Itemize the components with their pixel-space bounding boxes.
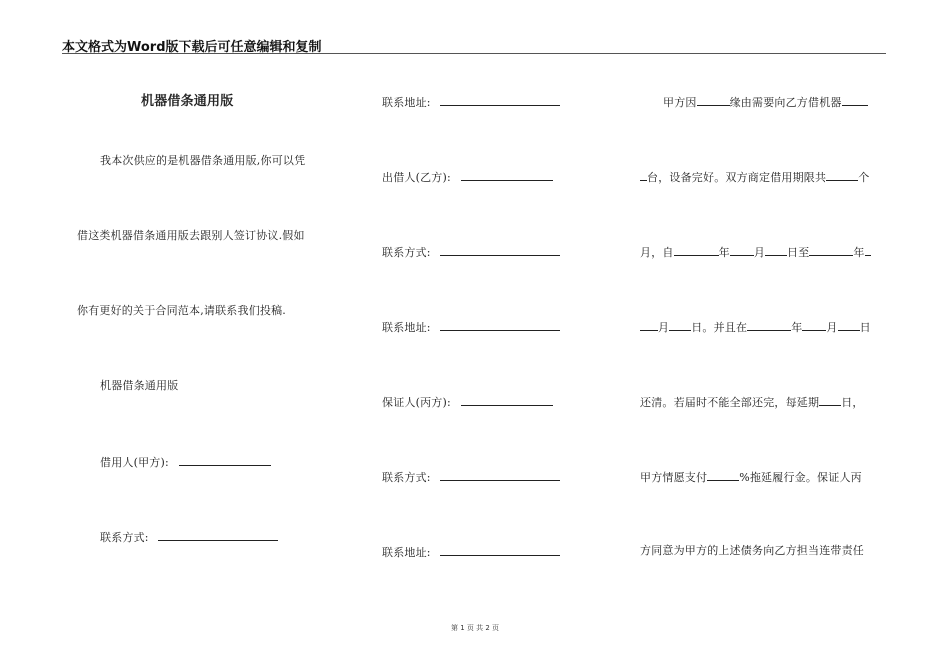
clause-line-5 xyxy=(640,394,864,410)
intro-line-3: 你有更好的关于合同范本,请联系我们投稿. xyxy=(77,304,286,317)
address-blank-1 xyxy=(440,94,560,106)
clause-text: 个 xyxy=(858,171,870,184)
clause-text: 甲方情愿支付 xyxy=(640,471,708,484)
guarantor-blank xyxy=(461,394,553,406)
guarantor-label: 保证人(丙方): xyxy=(382,396,451,409)
blank-delay-days xyxy=(819,394,841,406)
clause-text: 甲方因 xyxy=(663,96,697,109)
borrower-label: 借用人(甲方): xyxy=(100,456,169,469)
contact-label-3: 联系方式: xyxy=(382,471,431,484)
lender-field xyxy=(382,169,553,185)
blank-machine xyxy=(842,94,868,106)
clause-text: 月 xyxy=(753,246,766,259)
contact-field-2 xyxy=(382,244,560,260)
blank-start-day xyxy=(765,244,787,256)
blank-start-year xyxy=(674,244,719,256)
guarantor-field xyxy=(382,394,553,410)
address-field-1 xyxy=(382,94,560,110)
blank-end-year xyxy=(809,244,853,256)
address-blank-3 xyxy=(440,544,560,556)
borrower-contact-field xyxy=(100,529,278,545)
lender-label: 出借人(乙方): xyxy=(382,171,451,184)
contact-label-2: 联系方式: xyxy=(382,246,431,259)
clause-text: %拖延履行金。保证人丙 xyxy=(739,471,862,484)
address-blank-2 xyxy=(440,319,560,331)
clause-line-4 xyxy=(640,319,871,335)
address-label-1: 联系地址: xyxy=(382,96,431,109)
clause-text: 年 xyxy=(791,321,803,334)
clause-text: 还清。若届时不能全部还完，每延期 xyxy=(640,396,820,409)
clause-text: 日至 xyxy=(787,246,810,259)
clause-text: 月 xyxy=(658,321,670,334)
clause-text: 月 xyxy=(826,321,838,334)
clause-text: 日 xyxy=(859,321,871,334)
blank-end-month xyxy=(640,319,658,331)
blank-repay-year xyxy=(747,319,791,331)
intro-line-2: 借这类机器借条通用版去跟别人签订协议.假如 xyxy=(77,229,305,242)
address-label-3: 联系地址: xyxy=(382,546,431,559)
intro-line-1: 我本次供应的是机器借条通用版,你可以凭 xyxy=(100,154,306,167)
blank-repay-day xyxy=(838,319,860,331)
document-title: 机器借条通用版 xyxy=(141,94,234,109)
blank-repay-month xyxy=(802,319,826,331)
document-header-title: 本文格式为Word版下载后可任意编辑和复制 xyxy=(62,40,322,55)
contact-label: 联系方式: xyxy=(100,531,149,544)
borrower-blank xyxy=(179,454,271,466)
page-number: 第 1 页 共 2 页 xyxy=(450,624,500,632)
clause-line-3 xyxy=(640,244,871,260)
lender-blank xyxy=(461,169,553,181)
clause-text: 年 xyxy=(718,246,730,259)
blank-reason xyxy=(697,94,730,106)
clause-text: 年 xyxy=(853,246,865,259)
blank-end-day xyxy=(669,319,691,331)
blank-penalty-rate xyxy=(707,469,739,481)
address-field-2 xyxy=(382,319,560,335)
header-divider xyxy=(62,53,886,54)
clause-text: 缘由需要向乙方借机器 xyxy=(729,96,842,109)
contact-blank-3 xyxy=(440,469,560,481)
blank-start-month xyxy=(730,244,754,256)
clause-line-2 xyxy=(640,169,869,185)
contact-field-3 xyxy=(382,469,560,485)
blank-term xyxy=(826,169,858,181)
clause-text: 日。并且在 xyxy=(691,321,748,334)
clause-line-7: 方同意为甲方的上述债务向乙方担当连带责任 xyxy=(640,544,864,557)
clause-line-6 xyxy=(640,469,862,485)
blank-quantity xyxy=(640,169,647,181)
address-label-2: 联系地址: xyxy=(382,321,431,334)
borrower-field xyxy=(100,454,271,470)
clause-text: 台，设备完好。双方商定借用期限共 xyxy=(647,171,827,184)
clause-text: 月，自 xyxy=(640,246,674,259)
clause-line-1 xyxy=(663,94,868,110)
contact-blank-2 xyxy=(440,244,560,256)
blank-end-month-start xyxy=(865,244,871,256)
subtitle: 机器借条通用版 xyxy=(100,379,179,392)
address-field-3 xyxy=(382,544,560,560)
clause-text: 日， xyxy=(841,396,864,409)
contact-blank xyxy=(158,529,278,541)
